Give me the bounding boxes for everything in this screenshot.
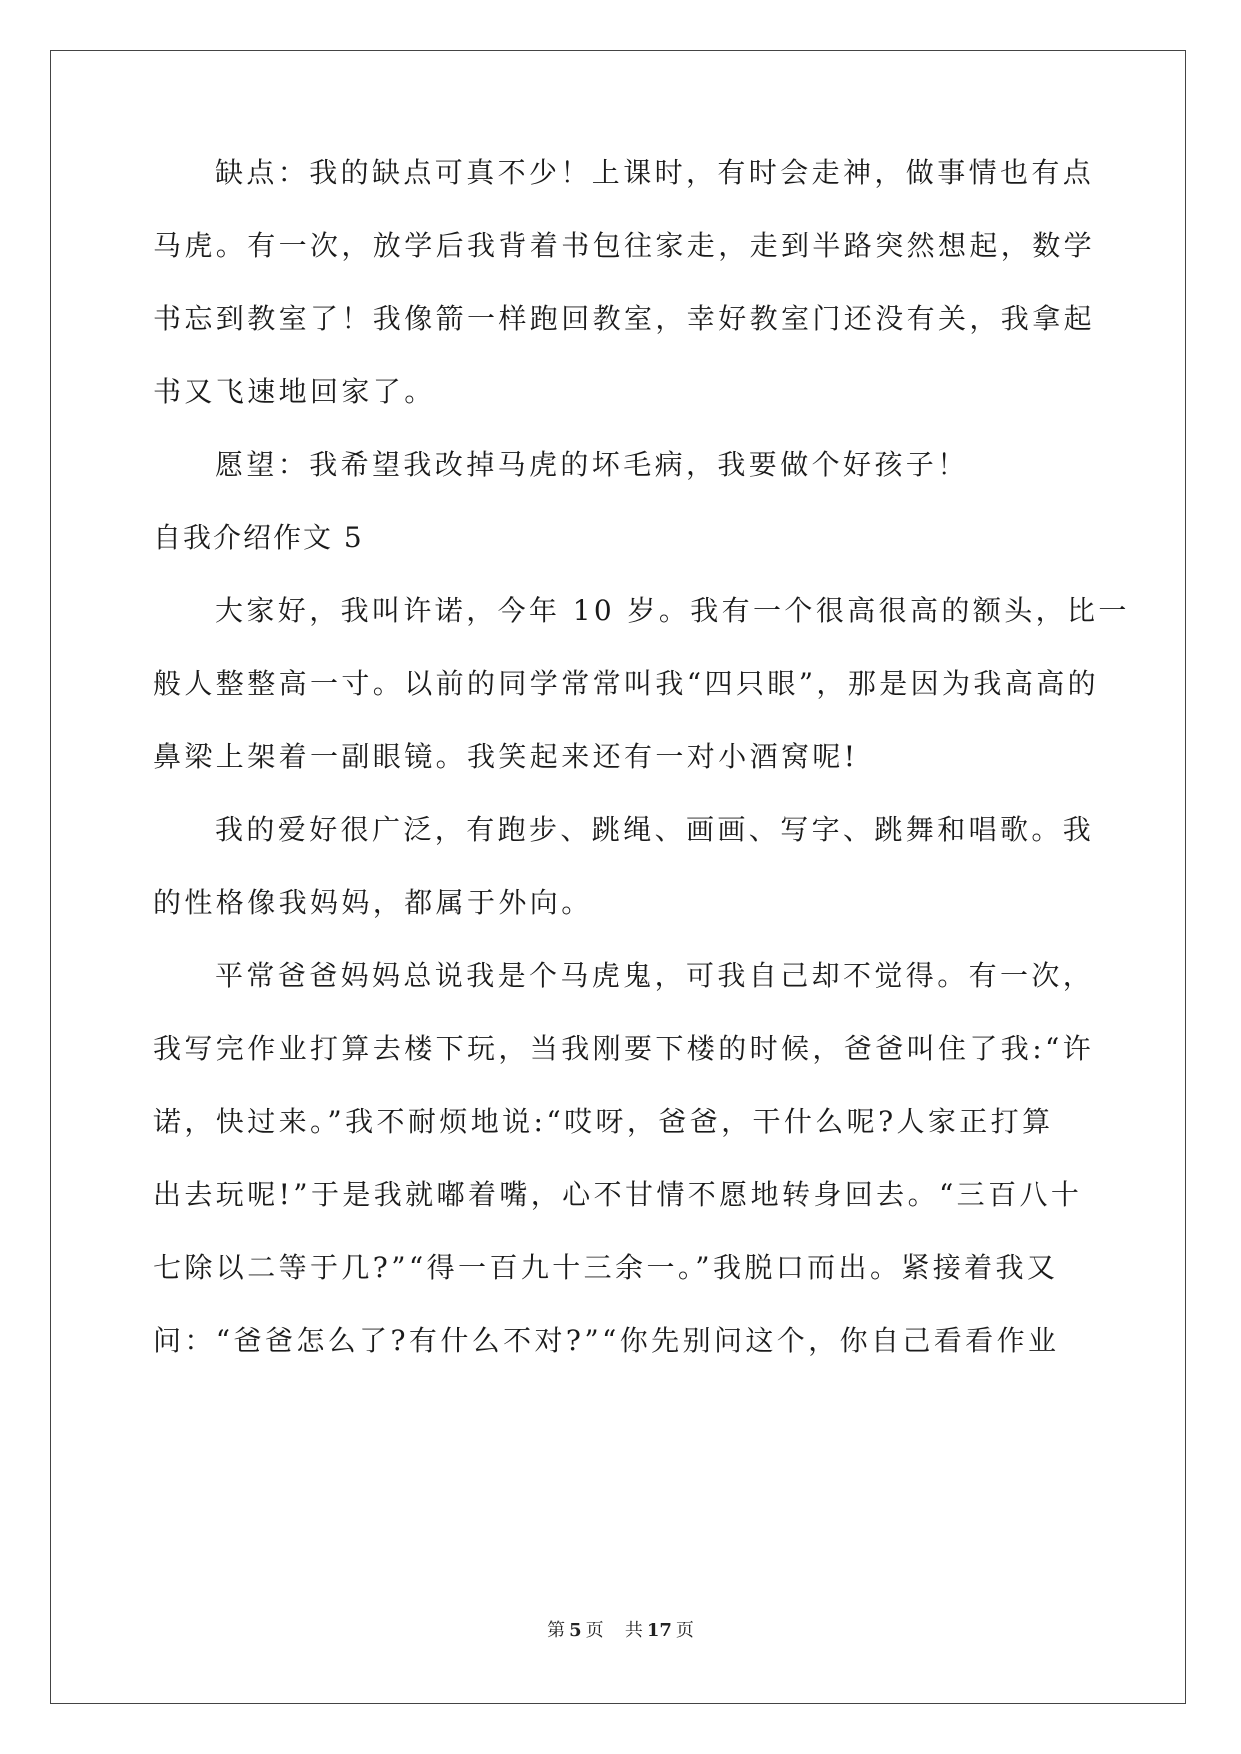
text-line: 的性格像我妈妈，都属于外向。	[153, 886, 593, 919]
text-line: 平常爸爸妈妈总说我是个马虎鬼，可我自己却不觉得。有一次，	[215, 959, 1095, 992]
total-pages: 17	[646, 1620, 672, 1641]
text-line: 般人整整高一寸。以前的同学常常叫我“四只眼”，那是因为我高高的	[153, 667, 1100, 700]
text-line: 出去玩呢!”于是我就嘟着嘴，心不甘情不愿地转身回去。“三百八十	[153, 1178, 1083, 1211]
text-line: 鼻梁上架着一副眼镜。我笑起来还有一对小酒窝呢!	[153, 740, 859, 773]
footer-total-prefix: 共	[624, 1620, 643, 1641]
page-number: 5	[569, 1620, 582, 1641]
text-line: 七除以二等于几?”“得一百九十三余一。”我脱口而出。紧接着我又	[153, 1251, 1059, 1284]
text-line: 马虎。有一次，放学后我背着书包往家走，走到半路突然想起，数学	[153, 229, 1096, 262]
footer-page-suffix: 页	[585, 1620, 604, 1641]
text-line: 诺，快过来。”我不耐烦地说:“哎呀，爸爸，干什么呢?人家正打算	[153, 1105, 1054, 1138]
text-line: 书又飞速地回家了。	[153, 375, 436, 408]
text-line: 问：“爸爸怎么了?有什么不对?”“你先别问这个，你自己看看作业	[153, 1324, 1060, 1357]
page-footer	[0, 1620, 1241, 1642]
text-line: 缺点：我的缺点可真不少！上课时，有时会走神，做事情也有点	[215, 156, 1095, 189]
text-line: 大家好，我叫许诺，今年 10 岁。我有一个很高很高的额头，比一	[215, 594, 1130, 627]
text-line: 愿望：我希望我改掉马虎的坏毛病，我要做个好孩子！	[215, 448, 969, 481]
section-heading: 自我介绍作文 5	[153, 521, 364, 554]
text-line: 书忘到教室了！我像箭一样跑回教室，幸好教室门还没有关，我拿起	[153, 302, 1096, 335]
text-line: 我写完作业打算去楼下玩，当我刚要下楼的时候，爸爸叫住了我:“许	[153, 1032, 1095, 1065]
footer-prefix: 第	[547, 1620, 566, 1641]
footer-total-suffix: 页	[675, 1620, 694, 1641]
text-line: 我的爱好很广泛，有跑步、跳绳、画画、写字、跳舞和唱歌。我	[215, 813, 1095, 846]
